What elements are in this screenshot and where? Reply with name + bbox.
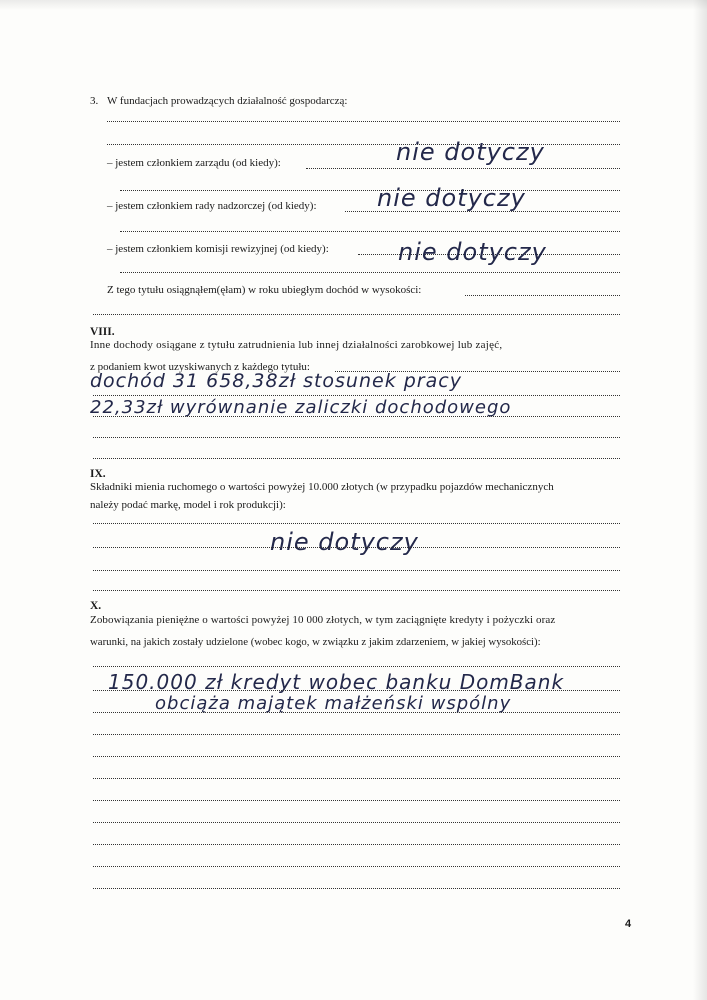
dotted-line [93, 734, 620, 735]
dotted-line [465, 295, 620, 296]
dotted-line [120, 272, 620, 273]
section-viii-answer-line2: 22,33zł wyrównanie zaliczki dochodowego [90, 397, 512, 418]
section-3-number: 3. [90, 95, 99, 107]
audit-committee-label: – jestem członkiem komisji rewizyjnej (od kiedy): [107, 243, 329, 255]
dotted-line [120, 231, 620, 232]
section-3-heading: W fundacjach prowadzących działalność gospodarczą: [107, 95, 348, 107]
section-x-answer-line1: 150.000 zł kredyt wobec banku DomBank [108, 670, 565, 694]
dotted-line [93, 416, 620, 417]
dotted-line [93, 395, 620, 396]
dotted-line [306, 168, 620, 169]
audit-committee-answer: nie dotyczy [398, 238, 547, 266]
dotted-line [93, 570, 620, 571]
section-ix-numeral: IX. [90, 468, 106, 480]
dotted-line [93, 437, 620, 438]
dotted-line [93, 547, 620, 548]
section-viii-text-line1: Inne dochody osiągane z tytułu zatrudnienia lub innej działalności zarobkowej lub zajęć, [90, 339, 503, 351]
section-viii-answer-line1: dochód 31 658,38zł stosunek pracy [90, 370, 462, 392]
dotted-line [93, 822, 620, 823]
page-number: 4 [625, 918, 632, 930]
dotted-line [120, 190, 620, 191]
dotted-line [93, 756, 620, 757]
section-ix-answer: nie dotyczy [270, 528, 419, 556]
dotted-line [107, 121, 620, 122]
dotted-line [93, 888, 620, 889]
dotted-line [93, 712, 620, 713]
section-x-text-line1: Zobowiązania pieniężne o wartości powyżej 10 000 złotych, w tym zaciągnięte kredyty i pożyczki oraz [90, 614, 556, 626]
dotted-line [93, 590, 620, 591]
scan-edge-shadow [693, 0, 707, 1000]
supervisory-board-label: – jestem członkiem rady nadzorczej (od kiedy): [107, 200, 317, 212]
supervisory-board-answer: nie dotyczy [377, 184, 526, 212]
dotted-line [93, 666, 620, 667]
dotted-line [93, 523, 620, 524]
dotted-line [93, 458, 620, 459]
section-ix-text-line1: Składniki mienia ruchomego o wartości powyżej 10.000 złotych (w przypadku pojazdów mechanicznych [90, 481, 554, 493]
dotted-line [93, 800, 620, 801]
dotted-line [93, 778, 620, 779]
board-member-label: – jestem członkiem zarządu (od kiedy): [107, 157, 281, 169]
dotted-line [93, 866, 620, 867]
section-x-numeral: X. [90, 600, 102, 612]
section-x-answer-line2: obciąża majątek małżeński wspólny [155, 693, 512, 714]
dotted-line [93, 314, 620, 315]
section-x-text-line2: warunki, na jakich zostały udzielone (wobec kogo, w związku z jakim zdarzeniem, w jakiej wysokości): [90, 636, 541, 648]
section-viii-text-line2: z podaniem kwot uzyskiwanych z każdego tytułu: [90, 361, 310, 373]
section-3-income-label: Z tego tytułu osiągnąłem(ęłam) w roku ubiegłym dochód w wysokości: [107, 284, 422, 296]
section-viii-numeral: VIII. [90, 326, 115, 338]
dotted-line [93, 690, 620, 691]
scan-top-shadow [0, 0, 707, 10]
section-ix-text-line2: należy podać markę, model i rok produkcji): [90, 499, 286, 511]
board-member-answer: nie dotyczy [396, 138, 545, 166]
dotted-line [93, 844, 620, 845]
